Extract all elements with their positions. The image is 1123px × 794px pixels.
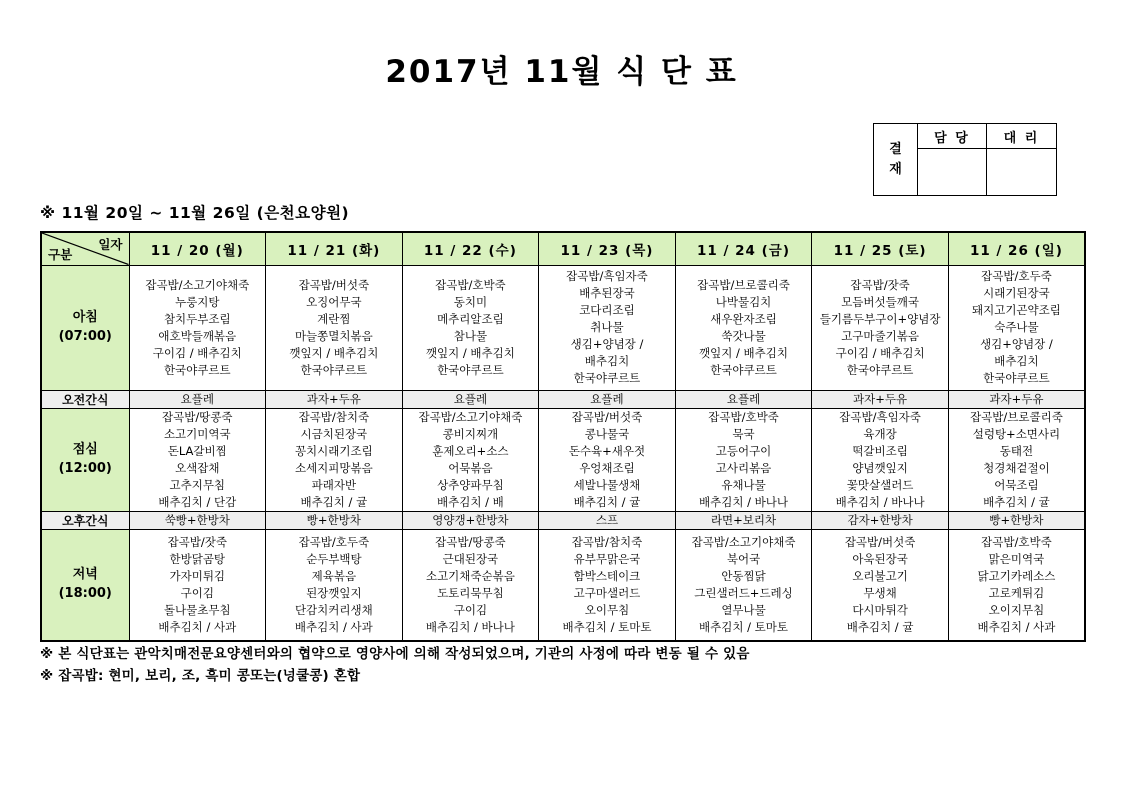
menu-item: 오리불고기	[852, 568, 908, 583]
menu-item: 잡곡밥/땅콩죽	[435, 534, 506, 549]
menu-item: 구이김 / 배추김치	[835, 345, 925, 360]
menu-item: 오색잡채	[175, 460, 220, 475]
day-header-1: 11 / 21 (화)	[266, 232, 403, 265]
meal-cell-dinner-3	[539, 529, 676, 641]
menu-item: 콩비지찌개	[442, 426, 499, 441]
row-dinner	[41, 529, 1085, 641]
menu-item: 유채나물	[721, 477, 766, 492]
meal-cell-dinner-4	[675, 529, 812, 641]
approval-col-damdang: 담 당	[918, 124, 987, 149]
row-label-lunch: 점심 (12:00)	[41, 408, 129, 511]
menu-item: 유부무맑은국	[573, 551, 641, 566]
menu-item: 오징어무국	[306, 294, 362, 309]
row-label-pm-snack: 오후간식	[41, 511, 129, 529]
footnote-japgokbap: ※ 잡곡밥: 현미, 보리, 조, 흑미 콩또는(넝쿨콩) 혼합	[40, 668, 361, 685]
menu-item: 훈제오리+소스	[432, 443, 509, 458]
menu-item: 배추김치 / 사과	[977, 619, 1056, 634]
menu-item: 잡곡밥/버섯죽	[571, 409, 643, 424]
menu-item: 배추김치 / 사과	[294, 619, 373, 634]
menu-item: 잡곡밥/브로콜리죽	[697, 277, 790, 292]
menu-item: 한국야쿠르트	[846, 362, 914, 377]
menu-item: 한국야쿠르트	[437, 362, 504, 377]
menu-item: 열무나물	[721, 602, 766, 617]
menu-item: 배추김치 / 귤	[983, 494, 1050, 509]
menu-item: 잡곡밥/소고기야채죽	[418, 409, 523, 424]
menu-item: 도토리묵무침	[437, 585, 504, 600]
menu-item: 다시마튀각	[852, 602, 908, 617]
footnotes	[40, 643, 750, 688]
menu-item: 육개장	[863, 426, 897, 441]
menu-item: 잡곡밥/브로콜리죽	[970, 409, 1063, 424]
menu-item: 동태전	[999, 443, 1034, 458]
menu-item: 돈수육+새우젓	[568, 443, 646, 458]
table-header-row	[41, 232, 1085, 265]
menu-table-body	[41, 265, 1085, 641]
menu-item: 북어국	[726, 551, 761, 566]
menu-item: 배추김치 / 토마토	[699, 619, 788, 634]
menu-item: 잡곡밥/호박죽	[981, 534, 1052, 549]
menu-item: 배추된장국	[579, 286, 635, 300]
menu-item: 참치두부조림	[163, 311, 231, 326]
approval-box	[873, 123, 1057, 196]
row-breakfast	[41, 265, 1085, 390]
approval-sign-cell-1	[918, 149, 987, 195]
menu-item: 잡곡밥/호두죽	[298, 534, 370, 549]
row-lunch	[41, 408, 1085, 511]
menu-item: 잡곡밥/소고기야채죽	[691, 534, 796, 549]
snack-cell-pm-snack-1: 빵+한방차	[266, 511, 403, 529]
menu-item: 배추김치 / 귤	[846, 619, 914, 634]
menu-item: 잡곡밥/호박죽	[435, 277, 506, 292]
approval-col-daeri: 대 리	[987, 124, 1056, 149]
meal-cell-breakfast-2	[402, 265, 539, 390]
menu-item: 잡곡밥/땅콩죽	[162, 409, 233, 424]
menu-item: 한국야쿠르트	[573, 371, 641, 385]
menu-item: 소세지피망볶음	[294, 460, 373, 475]
menu-item: 된장깻잎지	[306, 585, 362, 600]
menu-item: 시금치된장국	[300, 426, 368, 441]
meal-cell-breakfast-0	[129, 265, 266, 390]
menu-item: 근대된장국	[442, 551, 499, 566]
menu-item: 참나물	[453, 328, 488, 343]
menu-item: 동치미	[453, 294, 488, 309]
footnote-agreement: ※ 본 식단표는 관악치매전문요양센터와의 협약으로 영양사에 의해 작성되었으며, 기관의 사정에 따라 변동 될 수 있음	[40, 646, 750, 662]
meal-cell-lunch-1	[266, 408, 403, 511]
menu-item: 그린샐러드+드레싱	[694, 585, 793, 600]
menu-item: 나박물김치	[715, 294, 772, 309]
corner-cell	[41, 232, 129, 265]
menu-item: 누룽지탕	[175, 294, 220, 309]
menu-item: 잡곡밥/소고기야채죽	[145, 277, 250, 292]
menu-item: 순두부백탕	[306, 551, 362, 566]
menu-item: 모듬버섯들깨국	[841, 294, 919, 309]
menu-item: 쑥갓나물	[721, 328, 766, 343]
meal-cell-dinner-2	[402, 529, 539, 641]
menu-item: 양념깻잎지	[852, 460, 908, 475]
menu-item: 아욱된장국	[852, 551, 908, 566]
menu-item: 고구마줄기볶음	[841, 328, 919, 343]
day-header-4: 11 / 24 (금)	[675, 232, 812, 265]
menu-item: 오이지무침	[988, 602, 1045, 617]
page-title: 2017년 11월 식 단 표	[385, 54, 738, 90]
menu-item: 애호박들깨볶음	[158, 328, 237, 343]
day-header-5: 11 / 25 (토)	[812, 232, 949, 265]
approval-stamp-text: 결재	[889, 142, 902, 177]
menu-item: 잡곡밥/참치죽	[571, 534, 643, 549]
menu-item: 고사리볶음	[715, 460, 772, 475]
menu-item: 코다리조림	[579, 303, 635, 317]
menu-item: 맑은미역국	[988, 551, 1045, 566]
menu-table	[40, 231, 1086, 642]
menu-item: 잡곡밥/버섯죽	[298, 277, 370, 292]
menu-item: 닭고기카레소스	[977, 568, 1056, 583]
snack-cell-pm-snack-0: 쑥빵+한방차	[129, 511, 266, 529]
snack-cell-pm-snack-6: 빵+한방차	[948, 511, 1085, 529]
menu-item: 한방닭곰탕	[169, 551, 226, 566]
meal-cell-breakfast-4	[675, 265, 812, 390]
menu-item: 안동찜닭	[721, 568, 766, 583]
menu-item: 잡곡밥/흑임자죽	[566, 269, 648, 283]
meal-cell-dinner-6	[948, 529, 1085, 641]
menu-item: 메추리알조림	[437, 311, 504, 326]
menu-item: 소고기채죽순볶음	[425, 568, 515, 583]
row-pm-snack	[41, 511, 1085, 529]
snack-cell-am-snack-3: 요플레	[539, 390, 676, 408]
menu-item: 묵국	[732, 426, 755, 441]
menu-item: 청경채겉절이	[983, 460, 1050, 475]
menu-item: 단감치커리생채	[294, 602, 373, 617]
menu-item: 배추김치 / 배	[437, 494, 504, 509]
menu-item: 잡곡밥/흑임자죽	[839, 409, 921, 424]
menu-item: 잡곡밥/호두죽	[981, 269, 1052, 283]
meal-cell-lunch-3	[539, 408, 676, 511]
row-am-snack	[41, 390, 1085, 408]
menu-item: 한국야쿠르트	[710, 362, 777, 377]
menu-item: 상추양파무침	[437, 477, 504, 492]
menu-item: 잡곡밥/버섯죽	[844, 534, 916, 549]
menu-item: 시래기된장국	[983, 286, 1050, 300]
menu-item: 잡곡밥/잣죽	[167, 534, 227, 549]
menu-item: 돼지고기곤약조림	[972, 303, 1061, 317]
snack-cell-am-snack-6: 과자+두유	[948, 390, 1085, 408]
snack-cell-am-snack-5: 과자+두유	[812, 390, 949, 408]
menu-item: 생김+양념장 /	[980, 337, 1053, 351]
corner-label-date: 일자	[98, 237, 123, 252]
menu-item: 설렁탕+소면사리	[972, 426, 1061, 441]
snack-cell-pm-snack-4: 라면+보리차	[675, 511, 812, 529]
menu-item: 배추김치 / 귤	[573, 494, 641, 509]
meal-cell-breakfast-3	[539, 265, 676, 390]
meal-cell-lunch-0	[129, 408, 266, 511]
row-label-dinner: 저녁 (18:00)	[41, 529, 129, 641]
menu-item: 꽃맛살샐러드	[846, 477, 914, 492]
menu-item: 가자미튀김	[169, 568, 226, 583]
menu-item: 꽁치시래기조림	[294, 443, 373, 458]
meal-cell-lunch-4	[675, 408, 812, 511]
menu-item: 오이무침	[584, 602, 630, 617]
menu-item: 배추김치 / 바나나	[425, 619, 515, 634]
menu-item: 깻잎지 / 배추김치	[699, 345, 788, 360]
snack-cell-am-snack-2: 요플레	[402, 390, 539, 408]
row-label-breakfast: 아침 (07:00)	[41, 265, 129, 390]
menu-item: 구이김	[453, 602, 488, 617]
menu-item: 콩나물국	[584, 426, 630, 441]
menu-item: 떡갈비조림	[852, 443, 908, 458]
day-header-2: 11 / 22 (수)	[402, 232, 539, 265]
menu-item: 들기름두부구이+양념장	[819, 311, 941, 326]
menu-item: 배추김치 / 사과	[158, 619, 237, 634]
menu-item: 어묵조림	[994, 477, 1039, 492]
snack-cell-pm-snack-3: 스프	[539, 511, 676, 529]
approval-stamp-label	[874, 124, 918, 195]
menu-item: 한국야쿠르트	[163, 362, 231, 377]
menu-item: 우엉채조림	[579, 460, 635, 475]
menu-item: 고구마샐러드	[573, 585, 641, 600]
menu-item: 파래자반	[311, 477, 357, 492]
menu-item: 돌나물초무침	[163, 602, 231, 617]
menu-item: 배추김치 / 단감	[158, 494, 237, 509]
menu-item: 잡곡밥/호박죽	[708, 409, 779, 424]
meal-cell-dinner-1	[266, 529, 403, 641]
menu-item: 구이김 / 배추김치	[152, 345, 242, 360]
meal-cell-dinner-5	[812, 529, 949, 641]
day-header-0: 11 / 20 (월)	[129, 232, 266, 265]
menu-item: 새우완자조림	[710, 311, 777, 326]
snack-cell-am-snack-0: 요플레	[129, 390, 266, 408]
menu-item: 한국야쿠르트	[983, 371, 1050, 385]
menu-item: 숙주나물	[994, 320, 1039, 334]
menu-item: 돈LA갈비찜	[167, 443, 227, 458]
menu-item: 잡곡밥/참치죽	[298, 409, 370, 424]
menu-item: 고등어구이	[715, 443, 772, 458]
menu-item: 배추김치	[584, 354, 630, 368]
menu-item: 배추김치 / 귤	[300, 494, 368, 509]
snack-cell-am-snack-1: 과자+두유	[266, 390, 403, 408]
meal-cell-breakfast-5	[812, 265, 949, 390]
menu-item: 세발나물생채	[573, 477, 641, 492]
menu-item: 배추김치 / 바나나	[699, 494, 788, 509]
menu-item: 고로케튀김	[988, 585, 1045, 600]
snack-cell-pm-snack-5: 감자+한방차	[812, 511, 949, 529]
menu-item: 고추지무침	[169, 477, 226, 492]
meal-cell-lunch-5	[812, 408, 949, 511]
week-range-subtitle: ※ 11월 20일 ~ 11월 26일 (은천요양원)	[40, 204, 350, 222]
day-header-6: 11 / 26 (일)	[948, 232, 1085, 265]
menu-item: 깻잎지 / 배추김치	[289, 345, 379, 360]
day-header-3: 11 / 23 (목)	[539, 232, 676, 265]
snack-cell-pm-snack-2: 영양갱+한방차	[402, 511, 539, 529]
meal-cell-dinner-0	[129, 529, 266, 641]
menu-item: 배추김치 / 바나나	[835, 494, 925, 509]
menu-item: 계란찜	[317, 311, 351, 326]
meal-cell-breakfast-1	[266, 265, 403, 390]
meal-cell-breakfast-6	[948, 265, 1085, 390]
approval-sign-cell-2	[987, 149, 1056, 195]
menu-item: 잡곡밥/잣죽	[850, 277, 910, 292]
row-label-am-snack: 오전간식	[41, 390, 129, 408]
menu-item: 배추김치	[994, 354, 1039, 368]
menu-item: 취나물	[590, 320, 624, 334]
menu-item: 소고기미역국	[163, 426, 231, 441]
menu-item: 마늘쫑멸치볶음	[294, 328, 373, 343]
meal-cell-lunch-2	[402, 408, 539, 511]
corner-label-category: 구분	[48, 246, 73, 262]
menu-item: 한국야쿠르트	[300, 362, 368, 377]
menu-item: 배추김치 / 토마토	[562, 619, 652, 634]
menu-item: 무생채	[863, 585, 897, 600]
menu-item: 어묵볶음	[448, 460, 493, 475]
menu-item: 함박스테이크	[573, 568, 641, 583]
menu-item: 구이김	[180, 585, 214, 600]
menu-item: 깻잎지 / 배추김치	[425, 345, 515, 360]
menu-item: 생김+양념장 /	[570, 337, 644, 351]
menu-item: 제육볶음	[311, 568, 357, 583]
meal-cell-lunch-6	[948, 408, 1085, 511]
snack-cell-am-snack-4: 요플레	[675, 390, 812, 408]
